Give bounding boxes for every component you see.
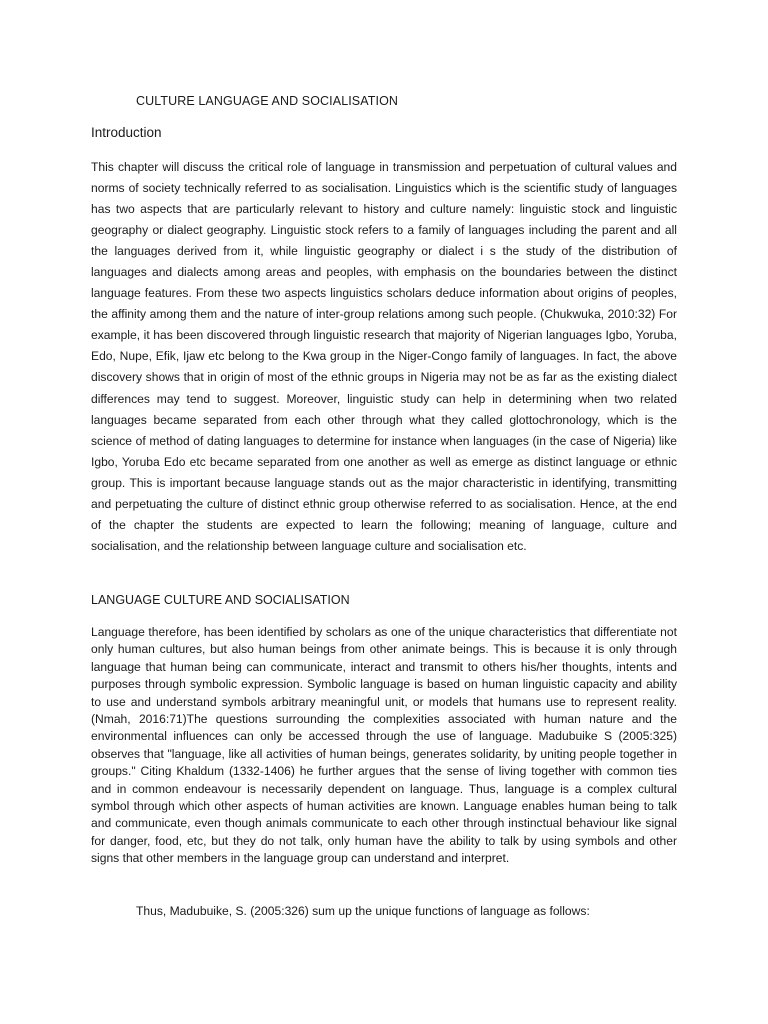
document-title: CULTURE LANGUAGE AND SOCIALISATION (136, 94, 399, 108)
section-paragraph: Language therefore, has been identified by scholars as one of the unique characteristics that differentiate not only human cultures, but also human beings from other animate beings. This is because it is only through language that human being can communicate, interact and transmit to others his/her thoughts, intents and purposes through symbolic expression. Symbolic language is based on human linguistic capacity and ability to use and understand symbols arbitrary meaningful unit, or models that humans use to represent reality. (Nmah, 2016:71)The questions surrounding the complexities associated with human nature and the environmental influences can only be accessed through the use of language. Madubuike S (2005:325) observes that "language, like all activities of human beings, generates solidarity, by uniting people together in groups." Citing Khaldum (1332-1406) he further argues that the sense of living together with common ties and in common endeavour is necessarily dependent on language. Thus, language is a complex cultural symbol through which other aspects of human activities are known. Language enables human being to talk and communicate, even though animals communicate to each other through instinctual behaviour like signal for danger, food, etc, but they do not talk, only human have the ability to talk by using symbols and other signs that other members in the language group can understand and interpret. (91, 625, 677, 866)
introduction-heading: Introduction (91, 125, 162, 140)
introduction-paragraph: This chapter will discuss the critical role of language in transmission and perpetuation of cultural values and norms of society technically referred to as socialisation. Linguistics which is the scientific study of languages has two aspects that are particularly relevant to history and culture namely: linguistic stock and linguistic geography or dialect geography. Linguistic stock refers to a family of languages including the parent and all the languages derived from it, while linguistic geography or dialect i s the study of the distribution of languages and dialects among areas and peoples, with emphasis on the boundaries between the distinct language features. From these two aspects linguistics scholars deduce information about origins of peoples, the affinity among them and the nature of inter-group relations among such people. (Chukwuka, 2010:32) For example, it has been discovered through linguistic research that majority of Nigerian languages Igbo, Yoruba, Edo, Nupe, Efik, Ijaw etc belong to the Kwa group in the Niger-Congo family of languages. In fact, the above discovery shows that in origin of most of the ethnic groups in Nigeria may not be as far as the existing dialect differences may tend to suggest. Moreover, linguistic study can help in determining when two related languages became separated from each other through what they called glottochronology, which is the science of method of dating languages to determine for instance when languages (in the case of Nigeria) like Igbo, Yoruba Edo etc became separated from one another as well as emerge as distinct language or ethnic group. This is important because language stands out as the major characteristic in identifying, transmitting and perpetuating the culture of distinct ethnic group otherwise referred to as socialisation. Hence, at the end of the chapter the students are expected to learn the following; meaning of language, culture and socialisation, and the relationship between language culture and socialisation etc. (91, 160, 677, 553)
closing-line: Thus, Madubuike, S. (2005:326) sum up the unique functions of language as follows: (136, 904, 590, 918)
section-heading: LANGUAGE CULTURE AND SOCIALISATION (91, 593, 350, 607)
